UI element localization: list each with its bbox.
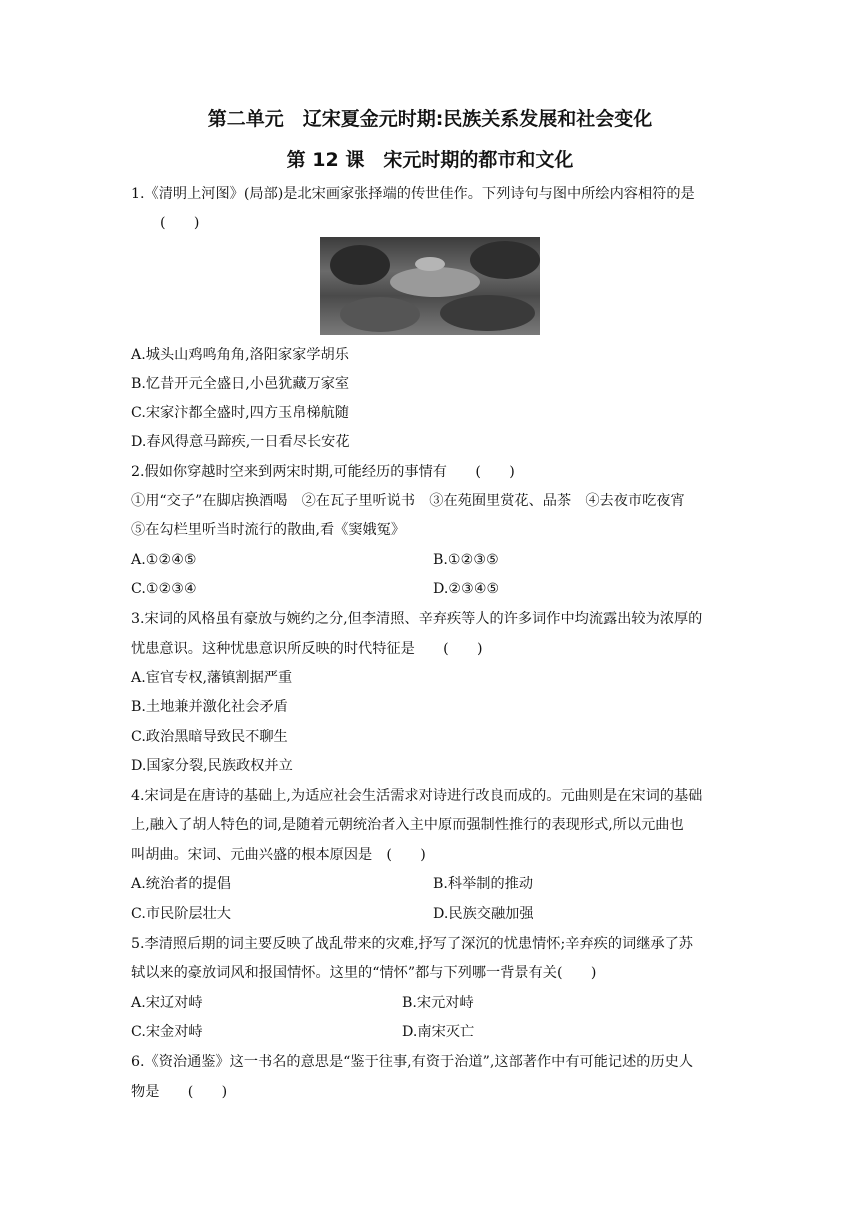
q2-items-line2: ⑤在勾栏里听当时流行的散曲,看《窦娥冤》 — [131, 522, 406, 538]
q6-stem-line1: 6.《资治通鉴》这一书名的意思是“鉴于往事,有资于治道”,这部著作中有可能记述的历史人 — [131, 1054, 694, 1070]
q2-stem: 2.假如你穿越时空来到两宋时期,可能经历的事情有 ( ) — [131, 464, 515, 480]
q1-stem: 1.《清明上河图》(局部)是北宋画家张择端的传世佳作。下列诗句与图中所绘内容相符的是 — [131, 186, 695, 202]
q4-option-b: B.科举制的推动 — [433, 876, 534, 892]
q3-stem-line2: 忧患意识。这种忧患意识所反映的时代特征是 ( ) — [131, 641, 483, 657]
q2-option-b: B.①②③⑤ — [433, 552, 499, 568]
qingming-painting-image — [320, 237, 540, 335]
q2-items-line1: ①用“交子”在脚店换酒喝 ②在瓦子里听说书 ③在苑囿里赏花、品茶 ④去夜市吃夜宵 — [131, 493, 685, 509]
q5-stem-line1: 5.李清照后期的词主要反映了战乱带来的灾难,抒写了深沉的忧患情怀;辛弃疾的词继承了苏 — [131, 936, 693, 952]
q3-option-b: B.土地兼并激化社会矛盾 — [131, 699, 288, 715]
q3-option-d: D.国家分裂,民族政权并立 — [131, 758, 293, 774]
q4-stem-line3: 叫胡曲。宋词、元曲兴盛的根本原因是 ( ) — [131, 847, 426, 863]
q5-option-c: C.宋金对峙 — [131, 1024, 203, 1040]
q2-option-a: A.①②④⑤ — [131, 552, 197, 568]
q4-stem-line2: 上,融入了胡人特色的词,是随着元朝统治者入主中原而强制性推行的表现形式,所以元曲也 — [131, 817, 684, 833]
q5-option-d: D.南宋灭亡 — [402, 1024, 475, 1040]
q4-option-a: A.统治者的提倡 — [131, 876, 231, 892]
q5-stem-line2: 轼以来的豪放词风和报国情怀。这里的“情怀”都与下列哪一背景有关( ) — [131, 965, 597, 981]
q4-stem-line1: 4.宋词是在唐诗的基础上,为适应社会生活需求对诗进行改良而成的。元曲则是在宋词的基础 — [131, 788, 703, 804]
q3-option-c: C.政治黑暗导致民不聊生 — [131, 729, 288, 745]
q1-option-c: C.宋家汴都全盛时,四方玉帛梯航随 — [131, 405, 349, 421]
lesson-title: 第 12 课 宋元时期的都市和文化 — [286, 149, 574, 171]
q1-option-b: B.忆昔开元全盛日,小邑犹藏万家室 — [131, 376, 350, 392]
unit-title: 第二单元 辽宋夏金元时期:民族关系发展和社会变化 — [207, 108, 653, 130]
q5-option-b: B.宋元对峙 — [402, 995, 474, 1011]
q1-answer-blank: ( ) — [160, 215, 200, 231]
q1-option-a: A.城头山鸡鸣角角,洛阳家家学胡乐 — [131, 347, 349, 363]
q4-option-c: C.市民阶层壮大 — [131, 906, 231, 922]
q3-stem-line1: 3.宋词的风格虽有豪放与婉约之分,但李清照、辛弃疾等人的许多词作中均流露出较为浓厚的 — [131, 611, 703, 627]
q1-option-d: D.春风得意马蹄疾,一日看尽长安花 — [131, 434, 350, 450]
q3-option-a: A.宦官专权,藩镇割据严重 — [131, 670, 293, 686]
q2-option-c: C.①②③④ — [131, 581, 197, 597]
q5-option-a: A.宋辽对峙 — [131, 995, 203, 1011]
q6-stem-line2: 物是 ( ) — [131, 1084, 228, 1100]
q2-option-d: D.②③④⑤ — [433, 581, 500, 597]
q4-option-d: D.民族交融加强 — [433, 906, 534, 922]
